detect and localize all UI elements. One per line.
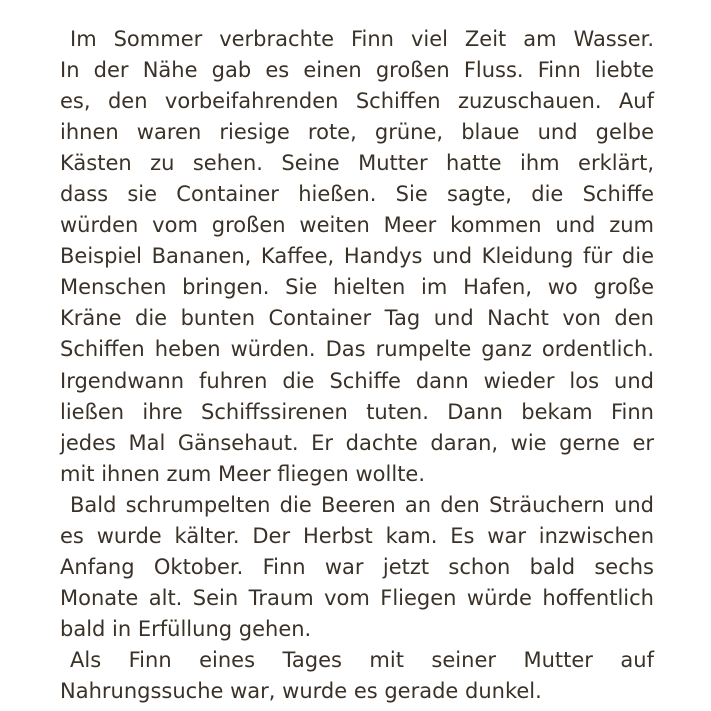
text-line: In der Nähe gab es einen großen Fluss. Finn liebte — [60, 58, 654, 83]
text-line: jedes Mal Gänsehaut. Er dachte daran, wie gerne er — [60, 430, 654, 455]
paragraph-summer — [60, 24, 654, 490]
text-line: mit ihnen zum Meer fliegen wollte. — [60, 461, 426, 486]
text-line: Als Finn eines Tages mit seiner Mutter auf — [70, 647, 654, 672]
text-line: Monate alt. Sein Traum vom Fliegen würde hoffentlich — [60, 585, 654, 610]
text-line: Menschen bringen. Sie hielten im Hafen, wo große — [60, 275, 654, 300]
story-text — [60, 24, 654, 707]
text-line: ließen ihre Schiffssirenen tuten. Dann bekam Finn — [60, 399, 654, 424]
text-line: Beispiel Bananen, Kaffee, Handys und Kleidung für die — [60, 244, 654, 269]
text-line: Schiffen heben würden. Das rumpelte ganz ordentlich. — [60, 337, 654, 362]
text-line: Nahrungssuche war, wurde es gerade dunkel. — [60, 678, 542, 703]
text-line: Im Sommer verbrachte Finn viel Zeit am Wasser. — [70, 27, 654, 51]
text-line: Irgendwann fuhren die Schiffe dann wieder los und — [60, 368, 654, 393]
text-line: bald in Erfüllung gehen. — [60, 616, 312, 641]
text-line: Anfang Oktober. Finn war jetzt schon bald sechs — [60, 554, 654, 579]
text-line: dass sie Container hießen. Sie sagte, die Schiffe — [60, 182, 654, 207]
paragraph-autumn — [60, 490, 654, 645]
text-line: Bald schrumpelten die Beeren an den Sträuchern und — [70, 492, 654, 517]
text-line: Kräne die bunten Container Tag und Nacht von den — [60, 306, 654, 331]
text-line: es wurde kälter. Der Herbst kam. Es war inzwischen — [60, 523, 654, 548]
text-line: Kästen zu sehen. Seine Mutter hatte ihm erklärt, — [60, 151, 654, 176]
paragraph-dusk — [60, 645, 654, 707]
text-line: es, den vorbeifahrenden Schiffen zuzuschauen. Auf — [60, 89, 654, 114]
text-line: ihnen waren riesige rote, grüne, blaue und gelbe — [60, 120, 654, 145]
text-line: würden vom großen weiten Meer kommen und zum — [60, 213, 654, 238]
